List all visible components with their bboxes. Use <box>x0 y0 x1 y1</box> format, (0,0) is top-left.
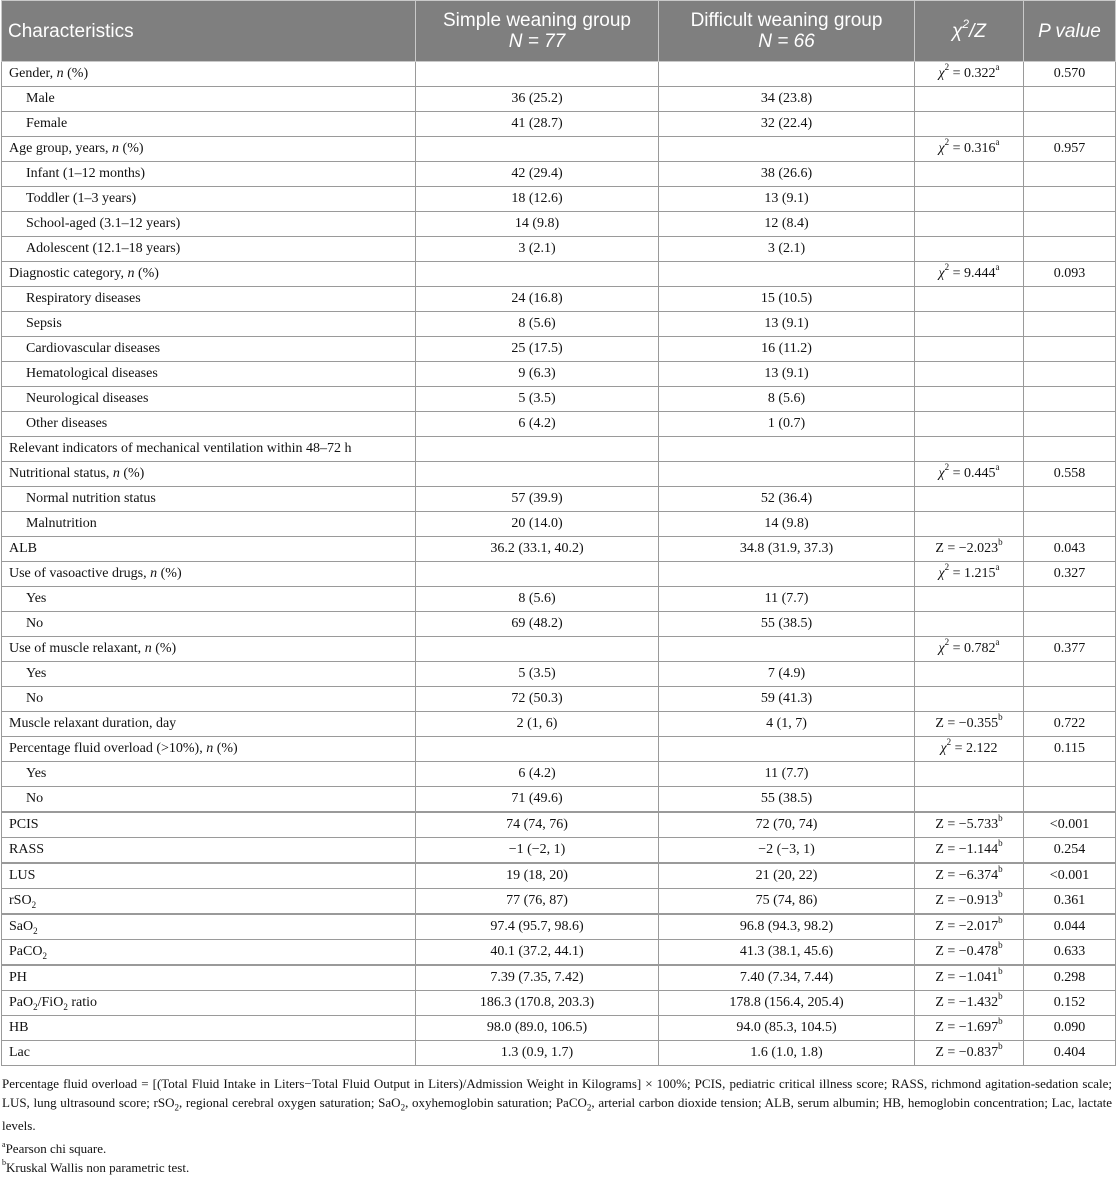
cell-stat: Z = −6.374$^b$ <box>915 863 1024 889</box>
cell-stat <box>915 437 1024 462</box>
table-row <box>2 991 1116 1016</box>
cell-stat: $\chi^2 = 0.322^a$ <box>915 62 1024 87</box>
cell-difficult-group: 15 (10.5) <box>659 287 915 312</box>
cell-stat <box>915 362 1024 387</box>
table-row <box>2 312 1116 337</box>
table-row <box>2 137 1116 162</box>
cell-characteristic: PaO$_2$/FiO$_2$ ratio <box>2 991 416 1016</box>
cell-stat: Z = −2.017$^b$ <box>915 914 1024 940</box>
cell-difficult-group: 34 (23.8) <box>659 87 915 112</box>
table-row <box>2 587 1116 612</box>
cell-stat <box>915 587 1024 612</box>
cell-pvalue: 0.090 <box>1024 1016 1116 1041</box>
cell-difficult-group <box>659 562 915 587</box>
cell-simple-group: 57 (39.9) <box>416 487 659 512</box>
header-stat: $\chi^2/Z$ <box>915 1 1024 62</box>
cell-stat: Z = −1.144$^b$ <box>915 838 1024 864</box>
cell-pvalue: 0.044 <box>1024 914 1116 940</box>
cell-characteristic: Sepsis <box>2 312 416 337</box>
cell-characteristic: Neurological diseases <box>2 387 416 412</box>
cell-difficult-group <box>659 262 915 287</box>
cell-simple-group <box>416 137 659 162</box>
cell-stat <box>915 237 1024 262</box>
cell-pvalue <box>1024 437 1116 462</box>
table-row <box>2 112 1116 137</box>
cell-simple-group <box>416 62 659 87</box>
cell-difficult-group: 3 (2.1) <box>659 237 915 262</box>
cell-simple-group: 18 (12.6) <box>416 187 659 212</box>
cell-simple-group: 1.3 (0.9, 1.7) <box>416 1041 659 1066</box>
footnote-a: $^a$Pearson chi square. <box>2 1139 107 1157</box>
table-row <box>2 462 1116 487</box>
cell-stat <box>915 612 1024 637</box>
cell-stat: $\chi^2 = 1.215^a$ <box>915 562 1024 587</box>
cell-difficult-group: 1.6 (1.0, 1.8) <box>659 1041 915 1066</box>
cell-characteristic: Cardiovascular diseases <box>2 337 416 362</box>
cell-difficult-group: 13 (9.1) <box>659 187 915 212</box>
table-row <box>2 237 1116 262</box>
cell-difficult-group: 11 (7.7) <box>659 587 915 612</box>
cell-difficult-group: 34.8 (31.9, 37.3) <box>659 537 915 562</box>
table-row <box>2 387 1116 412</box>
cell-simple-group: 25 (17.5) <box>416 337 659 362</box>
cell-difficult-group <box>659 462 915 487</box>
cell-characteristic: Infant (1–12 months) <box>2 162 416 187</box>
cell-pvalue <box>1024 662 1116 687</box>
cell-simple-group: 6 (4.2) <box>416 412 659 437</box>
cell-difficult-group: 55 (38.5) <box>659 787 915 813</box>
table-header <box>2 1 1116 62</box>
cell-simple-group: 6 (4.2) <box>416 762 659 787</box>
table-row <box>2 187 1116 212</box>
table-row <box>2 612 1116 637</box>
cell-pvalue: 0.377 <box>1024 637 1116 662</box>
cell-stat: $\chi^2 = 0.445^a$ <box>915 462 1024 487</box>
cell-simple-group: 71 (49.6) <box>416 787 659 813</box>
cell-simple-group: −1 (−2, 1) <box>416 838 659 864</box>
cell-pvalue: 0.570 <box>1024 62 1116 87</box>
cell-characteristic: ALB <box>2 537 416 562</box>
table-row <box>2 287 1116 312</box>
header-simple-group-label: Simple weaning group <box>442 10 631 31</box>
cell-pvalue: <0.001 <box>1024 863 1116 889</box>
cell-characteristic: Toddler (1–3 years) <box>2 187 416 212</box>
cell-pvalue <box>1024 287 1116 312</box>
table-row <box>2 1041 1116 1066</box>
cell-characteristic: Gender, n (%) <box>2 62 416 87</box>
table-row <box>2 437 1116 462</box>
cell-characteristic: rSO$_2$ <box>2 889 416 915</box>
footnotes <box>1 1075 1115 1177</box>
cell-stat <box>915 312 1024 337</box>
table-row <box>2 362 1116 387</box>
header-simple-n: N = 77 <box>508 31 566 52</box>
cell-characteristic: Diagnostic category, n (%) <box>2 262 416 287</box>
cell-pvalue <box>1024 687 1116 712</box>
cell-pvalue <box>1024 87 1116 112</box>
cell-pvalue: 0.404 <box>1024 1041 1116 1066</box>
cell-pvalue <box>1024 762 1116 787</box>
cell-pvalue: 0.115 <box>1024 737 1116 762</box>
cell-simple-group <box>416 637 659 662</box>
cell-difficult-group: 16 (11.2) <box>659 337 915 362</box>
cell-simple-group: 77 (76, 87) <box>416 889 659 915</box>
table-row <box>2 337 1116 362</box>
cell-pvalue <box>1024 337 1116 362</box>
cell-characteristic: Yes <box>2 662 416 687</box>
cell-simple-group: 5 (3.5) <box>416 387 659 412</box>
cell-characteristic: No <box>2 612 416 637</box>
cell-simple-group <box>416 462 659 487</box>
cell-stat: Z = −1.432$^b$ <box>915 991 1024 1016</box>
cell-difficult-group <box>659 62 915 87</box>
cell-stat <box>915 762 1024 787</box>
cell-characteristic: PH <box>2 965 416 991</box>
cell-stat: $\chi^2 = 0.782^a$ <box>915 637 1024 662</box>
table-row <box>2 737 1116 762</box>
cell-difficult-group: 12 (8.4) <box>659 212 915 237</box>
table-row <box>2 863 1116 889</box>
cell-stat <box>915 662 1024 687</box>
cell-characteristic: Lac <box>2 1041 416 1066</box>
cell-difficult-group <box>659 637 915 662</box>
data-table <box>1 0 1116 1066</box>
cell-characteristic: Yes <box>2 762 416 787</box>
cell-simple-group: 14 (9.8) <box>416 212 659 237</box>
cell-pvalue <box>1024 312 1116 337</box>
table-row <box>2 512 1116 537</box>
cell-stat <box>915 387 1024 412</box>
cell-characteristic: Nutritional status, n (%) <box>2 462 416 487</box>
cell-simple-group: 9 (6.3) <box>416 362 659 387</box>
cell-stat: $\chi^2 = 9.444^a$ <box>915 262 1024 287</box>
table-row <box>2 212 1116 237</box>
cell-difficult-group: 72 (70, 74) <box>659 812 915 838</box>
cell-characteristic: Other diseases <box>2 412 416 437</box>
cell-simple-group <box>416 437 659 462</box>
cell-simple-group: 36 (25.2) <box>416 87 659 112</box>
table-row <box>2 812 1116 838</box>
cell-pvalue <box>1024 162 1116 187</box>
table-row <box>2 537 1116 562</box>
table-row <box>2 965 1116 991</box>
cell-pvalue: 0.361 <box>1024 889 1116 915</box>
table-row <box>2 687 1116 712</box>
cell-simple-group: 69 (48.2) <box>416 612 659 637</box>
cell-characteristic: Male <box>2 87 416 112</box>
cell-simple-group: 36.2 (33.1, 40.2) <box>416 537 659 562</box>
cell-difficult-group: 1 (0.7) <box>659 412 915 437</box>
table-row <box>2 662 1116 687</box>
cell-simple-group: 8 (5.6) <box>416 312 659 337</box>
cell-difficult-group: −2 (−3, 1) <box>659 838 915 864</box>
cell-difficult-group: 8 (5.6) <box>659 387 915 412</box>
cell-characteristic: Yes <box>2 587 416 612</box>
cell-characteristic: Respiratory diseases <box>2 287 416 312</box>
cell-characteristic: Adolescent (12.1–18 years) <box>2 237 416 262</box>
cell-simple-group: 19 (18, 20) <box>416 863 659 889</box>
cell-stat <box>915 212 1024 237</box>
cell-stat <box>915 412 1024 437</box>
cell-stat <box>915 487 1024 512</box>
cell-pvalue: 0.722 <box>1024 712 1116 737</box>
cell-characteristic: Hematological diseases <box>2 362 416 387</box>
cell-pvalue: 0.957 <box>1024 137 1116 162</box>
cell-difficult-group: 38 (26.6) <box>659 162 915 187</box>
cell-stat <box>915 337 1024 362</box>
cell-stat: $\chi^2 = 2.122$ <box>915 737 1024 762</box>
cell-characteristic: No <box>2 687 416 712</box>
cell-simple-group <box>416 737 659 762</box>
table-row <box>2 940 1116 966</box>
cell-difficult-group: 7.40 (7.34, 7.44) <box>659 965 915 991</box>
cell-difficult-group: 4 (1, 7) <box>659 712 915 737</box>
cell-characteristic: Use of vasoactive drugs, n (%) <box>2 562 416 587</box>
cell-stat: Z = −0.913$^b$ <box>915 889 1024 915</box>
cell-difficult-group <box>659 437 915 462</box>
cell-pvalue <box>1024 787 1116 813</box>
cell-pvalue <box>1024 187 1116 212</box>
cell-simple-group: 97.4 (95.7, 98.6) <box>416 914 659 940</box>
cell-characteristic: Normal nutrition status <box>2 487 416 512</box>
cell-difficult-group: 178.8 (156.4, 205.4) <box>659 991 915 1016</box>
cell-simple-group: 8 (5.6) <box>416 587 659 612</box>
cell-pvalue <box>1024 387 1116 412</box>
cell-stat: Z = −2.023$^b$ <box>915 537 1024 562</box>
cell-simple-group <box>416 562 659 587</box>
cell-pvalue: <0.001 <box>1024 812 1116 838</box>
cell-difficult-group: 41.3 (38.1, 45.6) <box>659 940 915 966</box>
table-row <box>2 914 1116 940</box>
cell-characteristic: Relevant indicators of mechanical ventilation within 48–72 h <box>2 437 416 462</box>
cell-pvalue: 0.327 <box>1024 562 1116 587</box>
cell-characteristic: No <box>2 787 416 813</box>
table-row <box>2 1016 1116 1041</box>
header-difficult-group <box>659 1 915 62</box>
cell-simple-group: 40.1 (37.2, 44.1) <box>416 940 659 966</box>
cell-pvalue: 0.558 <box>1024 462 1116 487</box>
header-difficult-n: N = 66 <box>758 31 815 52</box>
table-row <box>2 487 1116 512</box>
cell-stat: Z = −0.478$^b$ <box>915 940 1024 966</box>
cell-stat: $\chi^2 = 0.316^a$ <box>915 137 1024 162</box>
cell-difficult-group: 55 (38.5) <box>659 612 915 637</box>
cell-difficult-group: 75 (74, 86) <box>659 889 915 915</box>
cell-stat: Z = −5.733$^b$ <box>915 812 1024 838</box>
cell-pvalue: 0.093 <box>1024 262 1116 287</box>
table-row <box>2 562 1116 587</box>
cell-characteristic: Female <box>2 112 416 137</box>
cell-pvalue <box>1024 212 1116 237</box>
footnote-b: $^b$Kruskal Wallis non parametric test. <box>2 1158 190 1175</box>
cell-stat <box>915 687 1024 712</box>
table-row <box>2 62 1116 87</box>
footnote-abbreviations: Percentage fluid overload = [(Total Fluid Intake in Liters−Total Fluid Output in Liters)/Admission Weight in Kilograms] × 100%; PCIS, pediatric critical illness score; RASS, richmond agitation-sedation scale; LUS, lung ultrasound score; rSO$_2$, regional cerebral oxygen saturation; SaO$_2$, oxyhemoglobin saturation; PaCO$_2$, arterial carbon dioxide tension; ALB, serum albumin; HB, hemoglobin concentration; Lac, lactate levels. <box>2 1076 1112 1133</box>
cell-pvalue <box>1024 612 1116 637</box>
table-row <box>2 762 1116 787</box>
table-row <box>2 838 1116 864</box>
table-row <box>2 712 1116 737</box>
cell-difficult-group: 13 (9.1) <box>659 312 915 337</box>
cell-difficult-group <box>659 137 915 162</box>
cell-stat <box>915 187 1024 212</box>
cell-simple-group: 2 (1, 6) <box>416 712 659 737</box>
cell-pvalue: 0.152 <box>1024 991 1116 1016</box>
cell-characteristic: RASS <box>2 838 416 864</box>
cell-simple-group: 24 (16.8) <box>416 287 659 312</box>
cell-stat <box>915 112 1024 137</box>
table-row <box>2 787 1116 813</box>
cell-pvalue <box>1024 112 1116 137</box>
header-characteristics: Characteristics <box>2 1 416 62</box>
header-simple-group <box>416 1 659 62</box>
table-row <box>2 87 1116 112</box>
cell-pvalue: 0.633 <box>1024 940 1116 966</box>
cell-characteristic: Malnutrition <box>2 512 416 537</box>
cell-simple-group: 20 (14.0) <box>416 512 659 537</box>
cell-simple-group: 186.3 (170.8, 203.3) <box>416 991 659 1016</box>
cell-simple-group <box>416 262 659 287</box>
cell-simple-group: 42 (29.4) <box>416 162 659 187</box>
cell-characteristic: Use of muscle relaxant, n (%) <box>2 637 416 662</box>
cell-stat: Z = −0.837$^b$ <box>915 1041 1024 1066</box>
cell-simple-group: 72 (50.3) <box>416 687 659 712</box>
cell-pvalue <box>1024 237 1116 262</box>
cell-stat <box>915 87 1024 112</box>
cell-stat: Z = −0.355$^b$ <box>915 712 1024 737</box>
cell-stat <box>915 162 1024 187</box>
cell-stat <box>915 287 1024 312</box>
table-row <box>2 412 1116 437</box>
cell-characteristic: Muscle relaxant duration, day <box>2 712 416 737</box>
cell-pvalue: 0.298 <box>1024 965 1116 991</box>
cell-difficult-group: 32 (22.4) <box>659 112 915 137</box>
cell-difficult-group: 59 (41.3) <box>659 687 915 712</box>
table-body <box>2 62 1116 1066</box>
cell-characteristic: PaCO$_2$ <box>2 940 416 966</box>
cell-characteristic: Percentage fluid overload (>10%), n (%) <box>2 737 416 762</box>
header-difficult-group-label: Difficult weaning group <box>690 10 883 31</box>
cell-difficult-group <box>659 737 915 762</box>
cell-pvalue: 0.043 <box>1024 537 1116 562</box>
cell-characteristic: LUS <box>2 863 416 889</box>
cell-pvalue <box>1024 362 1116 387</box>
cell-simple-group: 7.39 (7.35, 7.42) <box>416 965 659 991</box>
cell-difficult-group: 14 (9.8) <box>659 512 915 537</box>
table-page <box>1 0 1115 1177</box>
table-row <box>2 162 1116 187</box>
cell-pvalue <box>1024 587 1116 612</box>
cell-simple-group: 41 (28.7) <box>416 112 659 137</box>
header-pvalue: P value <box>1024 1 1116 62</box>
cell-stat: Z = −1.041$^b$ <box>915 965 1024 991</box>
cell-stat <box>915 512 1024 537</box>
cell-simple-group: 5 (3.5) <box>416 662 659 687</box>
table-row <box>2 889 1116 915</box>
cell-pvalue <box>1024 512 1116 537</box>
cell-characteristic: SaO$_2$ <box>2 914 416 940</box>
cell-characteristic: Age group, years, n (%) <box>2 137 416 162</box>
cell-difficult-group: 11 (7.7) <box>659 762 915 787</box>
cell-stat: Z = −1.697$^b$ <box>915 1016 1024 1041</box>
cell-pvalue <box>1024 412 1116 437</box>
cell-difficult-group: 13 (9.1) <box>659 362 915 387</box>
cell-characteristic: HB <box>2 1016 416 1041</box>
cell-difficult-group: 21 (20, 22) <box>659 863 915 889</box>
cell-pvalue: 0.254 <box>1024 838 1116 864</box>
cell-simple-group: 3 (2.1) <box>416 237 659 262</box>
table-row <box>2 637 1116 662</box>
cell-difficult-group: 96.8 (94.3, 98.2) <box>659 914 915 940</box>
table-row <box>2 262 1116 287</box>
cell-characteristic: School-aged (3.1–12 years) <box>2 212 416 237</box>
cell-simple-group: 98.0 (89.0, 106.5) <box>416 1016 659 1041</box>
cell-difficult-group: 94.0 (85.3, 104.5) <box>659 1016 915 1041</box>
cell-pvalue <box>1024 487 1116 512</box>
cell-difficult-group: 52 (36.4) <box>659 487 915 512</box>
cell-stat <box>915 787 1024 813</box>
cell-difficult-group: 7 (4.9) <box>659 662 915 687</box>
cell-characteristic: PCIS <box>2 812 416 838</box>
cell-simple-group: 74 (74, 76) <box>416 812 659 838</box>
